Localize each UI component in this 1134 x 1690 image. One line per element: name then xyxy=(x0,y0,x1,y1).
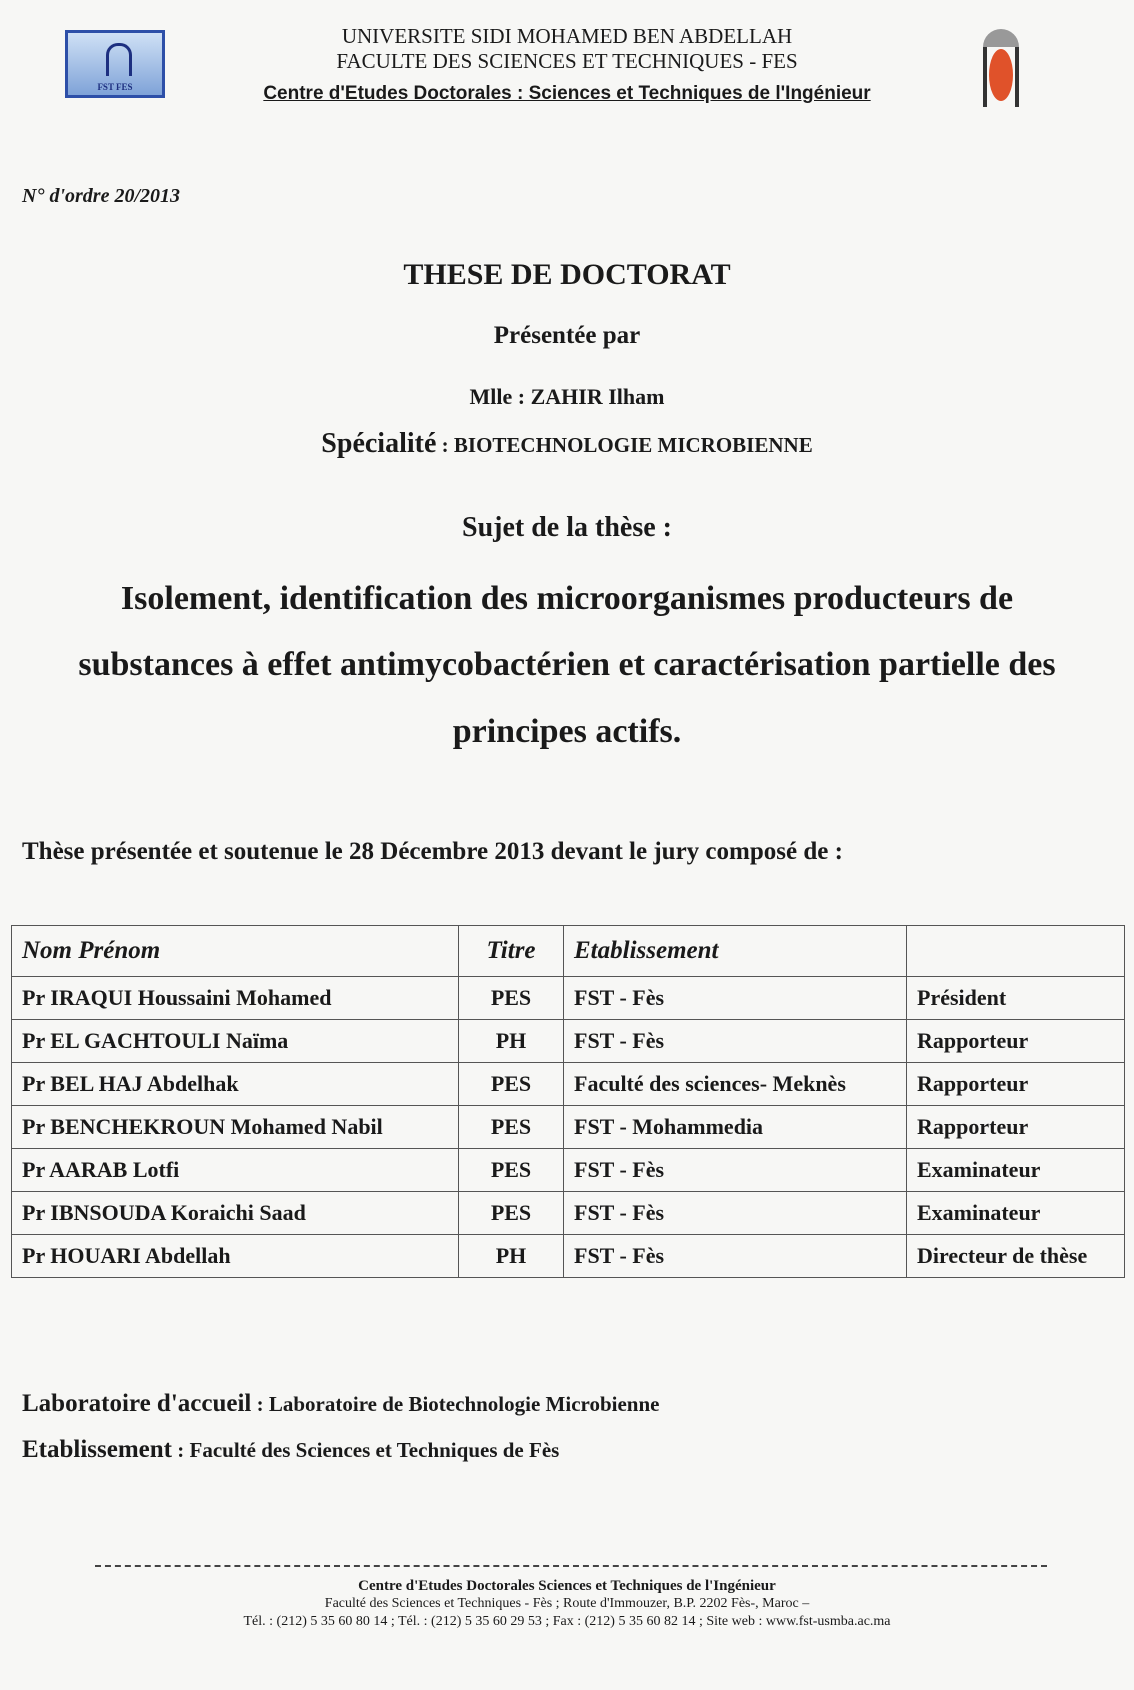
presented-by: Présentée par xyxy=(493,322,641,349)
speciality-value: : BIOTECHNOLOGIE MICROBIENNE xyxy=(436,433,813,457)
footer-address: Faculté des Sciences et Techniques - Fès ; Route d'Immouzer, B.P. 2202 Fès-, Maroc – xyxy=(324,1596,810,1611)
jury-institution: FST - Fès xyxy=(564,1149,907,1192)
jury-institution: FST - Mohammedia xyxy=(564,1106,907,1149)
jury-title: PES xyxy=(459,977,564,1020)
jury-role: Rapporteur xyxy=(907,1106,1125,1149)
estab-label: Etablissement xyxy=(22,1436,172,1463)
university-name: UNIVERSITE SIDI MOHAMED BEN ABDELLAH xyxy=(341,24,793,48)
jury-name: Pr AARAB Lotfi xyxy=(12,1149,459,1192)
jury-name: Pr IBNSOUDA Koraichi Saad xyxy=(12,1192,459,1235)
jury-title: PES xyxy=(459,1063,564,1106)
jury-name: Pr BEL HAJ Abdelhak xyxy=(12,1063,459,1106)
header-title: Titre xyxy=(459,926,564,977)
candidate-name: Mlle : ZAHIR Ilham xyxy=(469,384,665,409)
thesis-title-heading: THESE DE DOCTORAT xyxy=(403,258,731,291)
jury-role: Rapporteur xyxy=(907,1063,1125,1106)
host-laboratory xyxy=(22,1390,659,1418)
speciality xyxy=(0,428,1134,460)
jury-institution: FST - Fès xyxy=(564,1235,907,1278)
speciality-label: Spécialité xyxy=(321,428,437,459)
table-row xyxy=(12,1106,1125,1149)
footer-divider xyxy=(95,1565,1047,1567)
institution xyxy=(22,1436,559,1464)
header-name: Nom Prénom xyxy=(12,926,459,977)
lab-label: Laboratoire d'accueil xyxy=(22,1390,252,1417)
header-institution: Etablissement xyxy=(564,926,907,977)
jury-role: Rapporteur xyxy=(907,1020,1125,1063)
jury-table xyxy=(11,925,1125,1278)
jury-table-header xyxy=(12,926,1125,977)
jury-name: Pr EL GACHTOULI Naïma xyxy=(12,1020,459,1063)
jury-title: PES xyxy=(459,1106,564,1149)
defense-statement: Thèse présentée et soutenue le 28 Décembre 2013 devant le jury composé de : xyxy=(22,838,843,865)
jury-institution: FST - Fès xyxy=(564,977,907,1020)
jury-role: Directeur de thèse xyxy=(907,1235,1125,1278)
table-row xyxy=(12,1235,1125,1278)
header-role xyxy=(907,926,1125,977)
subject-line-1: Isolement, identification des microorganismes producteurs de xyxy=(120,580,1014,617)
jury-name: Pr HOUARI Abdellah xyxy=(12,1235,459,1278)
estab-value: : Faculté des Sciences et Techniques de Fès xyxy=(172,1438,560,1462)
jury-name: Pr BENCHEKROUN Mohamed Nabil xyxy=(12,1106,459,1149)
jury-institution: FST - Fès xyxy=(564,1020,907,1063)
jury-title: PH xyxy=(459,1235,564,1278)
table-row xyxy=(12,1192,1125,1235)
table-row xyxy=(12,977,1125,1020)
table-row xyxy=(12,1020,1125,1063)
jury-name: Pr IRAQUI Houssaini Mohamed xyxy=(12,977,459,1020)
jury-role: Président xyxy=(907,977,1125,1020)
footer-centre: Centre d'Etudes Doctorales Sciences et Techniques de l'Ingénieur xyxy=(358,1578,776,1594)
table-row xyxy=(12,1063,1125,1106)
footer-contact: Tél. : (212) 5 35 60 80 14 ; Tél. : (212) 5 35 60 29 53 ; Fax : (212) 5 35 60 82 14 ; Site web : www.fst-usmba.ac.ma xyxy=(243,1614,891,1629)
subject-line-3: principes actifs. xyxy=(452,713,682,750)
doctoral-centre: Centre d'Etudes Doctorales : Sciences et Techniques de l'Ingénieur xyxy=(263,83,871,104)
jury-institution: FST - Fès xyxy=(564,1192,907,1235)
jury-title: PES xyxy=(459,1149,564,1192)
jury-role: Examinateur xyxy=(907,1149,1125,1192)
order-number: N° d'ordre 20/2013 xyxy=(22,185,180,207)
lab-value: : Laboratoire de Biotechnologie Microbienne xyxy=(251,1392,660,1416)
faculty-name: FACULTE DES SCIENCES ET TECHNIQUES - FES xyxy=(336,49,798,73)
jury-institution: Faculté des sciences- Meknès xyxy=(564,1063,907,1106)
subject-line-2: substances à effet antimycobactérien et caractérisation partielle des xyxy=(78,646,1056,683)
jury-role: Examinateur xyxy=(907,1192,1125,1235)
fst-fes-logo: FST FES xyxy=(65,30,165,98)
jury-title: PES xyxy=(459,1192,564,1235)
subject-label: Sujet de la thèse : xyxy=(462,512,672,543)
table-row xyxy=(12,1149,1125,1192)
jury-title: PH xyxy=(459,1020,564,1063)
